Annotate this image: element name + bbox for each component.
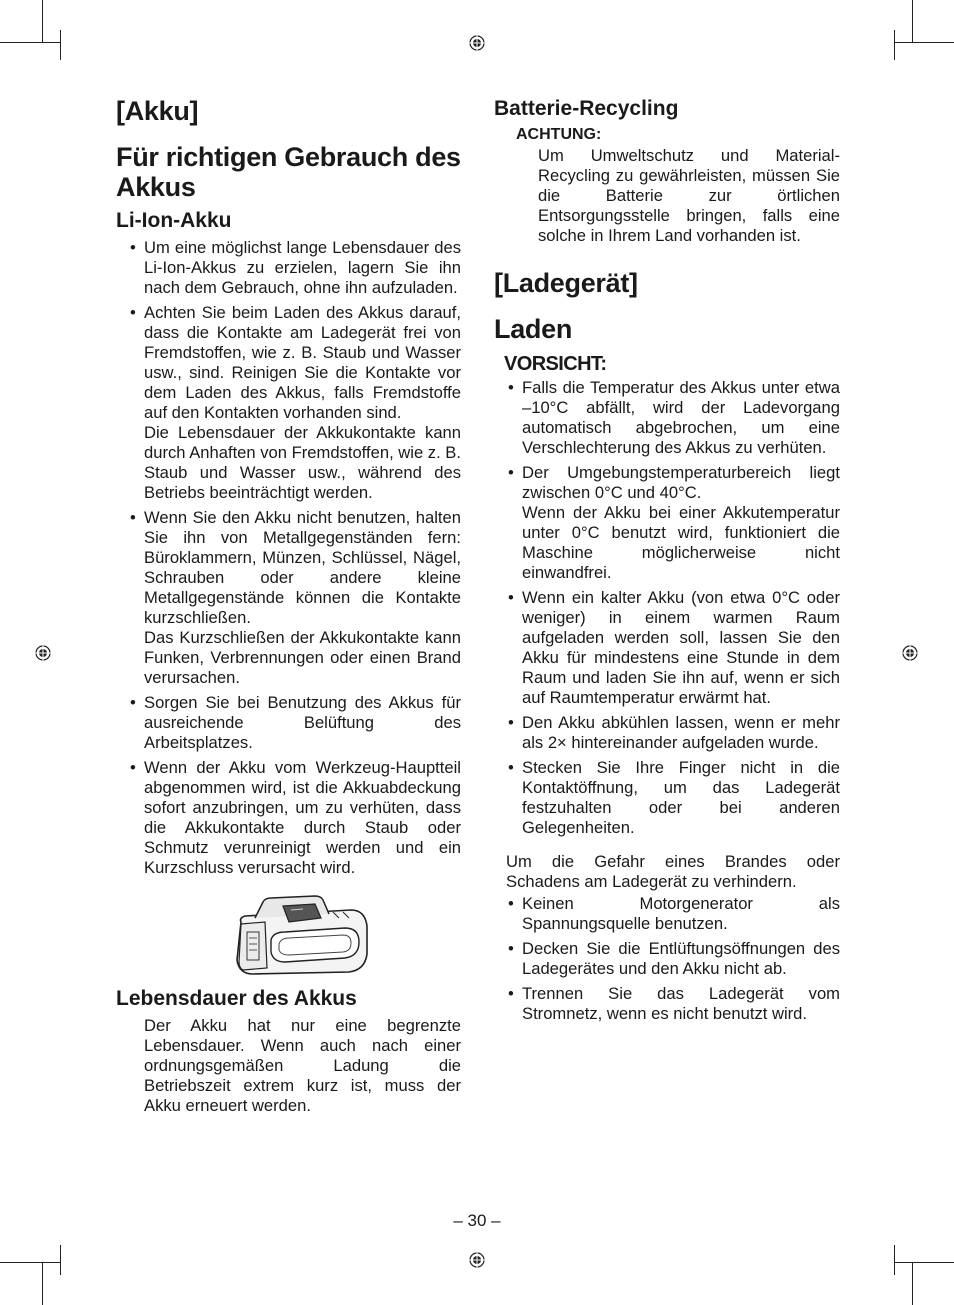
bullet-icon: •: [130, 238, 136, 257]
list-item: [494, 984, 840, 1024]
paragraph: Um eine möglichst lange Lebensdauer des Li-Ion-Akkus zu erzielen, lagern Sie ihn nach dem Gebrauch, ohne ihn aufzuladen.: [144, 238, 461, 297]
crop-mark: [894, 1245, 895, 1275]
paragraph: Der Umgebungstemperaturbereich liegt zwischen 0°C und 40°C.: [522, 463, 840, 502]
list-item: [494, 713, 840, 753]
crop-mark: [60, 30, 61, 60]
list-item: [494, 758, 840, 838]
bullet-icon: •: [130, 303, 136, 322]
paragraph: Um die Gefahr eines Brandes oder Schadens am Ladegerät zu verhindern.: [506, 852, 840, 891]
list-item: [494, 894, 840, 934]
crop-mark: [894, 42, 954, 43]
paragraph: Wenn ein kalter Akku (von etwa 0°C oder weniger) in einem warmen Raum aufgeladen werden soll, lassen Sie den Akku für mindestens eine Stunde in dem Raum und laden Sie ihn auf, wenn er sich auf Raumtemperatur erwärmt hat.: [522, 588, 840, 707]
right-column: [494, 96, 840, 1029]
crop-mark: [42, 1262, 43, 1305]
left-column: [116, 96, 461, 1116]
crop-mark: [0, 42, 60, 43]
paragraph: Um Umweltschutz und Material-Recycling zu gewährleisten, müssen Sie die Batterie zur örtlichen Entsorgungsstelle bringen, falls eine solche in Ihrem Land vorhanden ist.: [538, 146, 840, 245]
list-item: [116, 693, 461, 753]
registration-mark-icon: [902, 645, 918, 661]
bullet-icon: •: [508, 984, 514, 1003]
caution-label-achtung: ACHTUNG:: [516, 126, 602, 143]
bullet-icon: •: [508, 463, 514, 482]
bullet-icon: •: [130, 758, 136, 777]
bullet-icon: •: [130, 508, 136, 527]
crop-mark: [42, 0, 43, 42]
bullet-icon: •: [508, 588, 514, 607]
section-heading-akku: [Akku]: [116, 96, 199, 126]
paragraph: Decken Sie die Entlüftungsöffnungen des Ladegerätes und den Akku nicht ab.: [522, 939, 840, 978]
crop-mark: [894, 30, 895, 60]
caution-label-vorsicht: VORSICHT:: [504, 353, 607, 375]
paragraph: Sorgen Sie bei Benutzung des Akkus für ausreichende Belüftung des Arbeitsplatzes.: [144, 693, 461, 752]
bullet-icon: •: [508, 894, 514, 913]
paragraph: Die Lebensdauer der Akkukontakte kann durch Anhaften von Fremdstoffen, wie z. B. Staub und Wasser usw., während des Betriebs beeinträchtigt werden.: [144, 423, 461, 502]
section-heading-correct-use: Für richtigen Gebrauch des Akkus: [116, 142, 461, 202]
paragraph: Der Akku hat nur eine begrenzte Lebensdauer. Wenn auch nach einer ordnungsgemäßen Ladung die Betriebszeit extrem kurz ist, muss der Akku erneuert werden.: [144, 1016, 461, 1115]
crop-mark: [912, 0, 913, 42]
registration-mark-icon: [35, 645, 51, 661]
paragraph: Wenn der Akku bei einer Akkutemperatur unter 0°C benutzt wird, funktioniert die Maschine möglicherweise nicht einwandfrei.: [522, 503, 840, 582]
paragraph: Falls die Temperatur des Akkus unter etwa –10°C abfällt, wird der Ladevorgang automatisch abgebrochen, um eine Verschlechterung des Akkus zu verhüten.: [522, 378, 840, 457]
fire-bullet-list: [494, 894, 840, 1024]
list-item: [116, 303, 461, 503]
bullet-icon: •: [508, 939, 514, 958]
bullet-icon: •: [130, 693, 136, 712]
bullet-icon: •: [508, 713, 514, 732]
paragraph: Keinen Motorgenerator als Spannungsquelle benutzen.: [522, 894, 840, 933]
battery-pack-icon: [233, 892, 373, 976]
list-item: [494, 939, 840, 979]
paragraph: Stecken Sie Ihre Finger nicht in die Kontaktöffnung, um das Ladegerät festzuhalten oder bei anderen Gelegenheiten.: [522, 758, 840, 837]
registration-mark-icon: [469, 1252, 485, 1268]
registration-mark-icon: [469, 35, 485, 51]
paragraph: Das Kurzschließen der Akkukontakte kann Funken, Verbrennungen oder einen Brand verursachen.: [144, 628, 461, 687]
subheading-battery-lifetime: Lebensdauer des Akkus: [116, 987, 357, 1010]
list-item: [494, 463, 840, 583]
paragraph: Wenn Sie den Akku nicht benutzen, halten Sie ihn von Metallgegenständen fern: Büroklammern, Münzen, Schlüssel, Nägel, Schrauben oder andere kleine Metallgegenstände können die Kontakte kurzschließen.: [144, 508, 461, 627]
subheading-battery-recycling: Batterie-Recycling: [494, 97, 679, 120]
subheading-li-ion: Li-Ion-Akku: [116, 209, 232, 232]
paragraph: Wenn der Akku vom Werkzeug-Hauptteil abgenommen wird, ist die Akkuabdeckung sofort anzubringen, um zu verhüten, dass die Akkukontakte durch Staub oder Schmutz verunreinigt werden und ein Kurzschluss verursacht wird.: [144, 758, 461, 877]
crop-mark: [60, 1245, 61, 1275]
section-heading-charger: [Ladegerät]: [494, 268, 638, 298]
paragraph: Trennen Sie das Ladegerät vom Stromnetz, wenn es nicht benutzt wird.: [522, 984, 840, 1023]
list-item: [494, 378, 840, 458]
paragraph: Den Akku abkühlen lassen, wenn er mehr als 2× hintereinander aufgeladen wurde.: [522, 713, 840, 752]
battery-illustration: [116, 892, 461, 976]
list-item: [116, 238, 461, 298]
page-number: – 30 –: [453, 1211, 501, 1230]
li-ion-bullet-list: [116, 238, 461, 878]
bullet-icon: •: [508, 378, 514, 397]
list-item: [116, 508, 461, 688]
caution-bullet-list: [494, 378, 840, 838]
list-item: [116, 758, 461, 878]
section-heading-charging: Laden: [494, 314, 573, 344]
crop-mark: [0, 1262, 60, 1263]
list-item: [494, 588, 840, 708]
crop-mark: [894, 1262, 954, 1263]
paragraph: Achten Sie beim Laden des Akkus darauf, dass die Kontakte am Ladegerät frei von Fremdstoffen, wie z. B. Staub und Wasser usw., sind. Reinigen Sie die Kontakte vor dem Laden des Akkus, falls Fremdstoffe auf den Kontakten vorhanden sind.: [144, 303, 461, 422]
bullet-icon: •: [508, 758, 514, 777]
crop-mark: [912, 1262, 913, 1305]
